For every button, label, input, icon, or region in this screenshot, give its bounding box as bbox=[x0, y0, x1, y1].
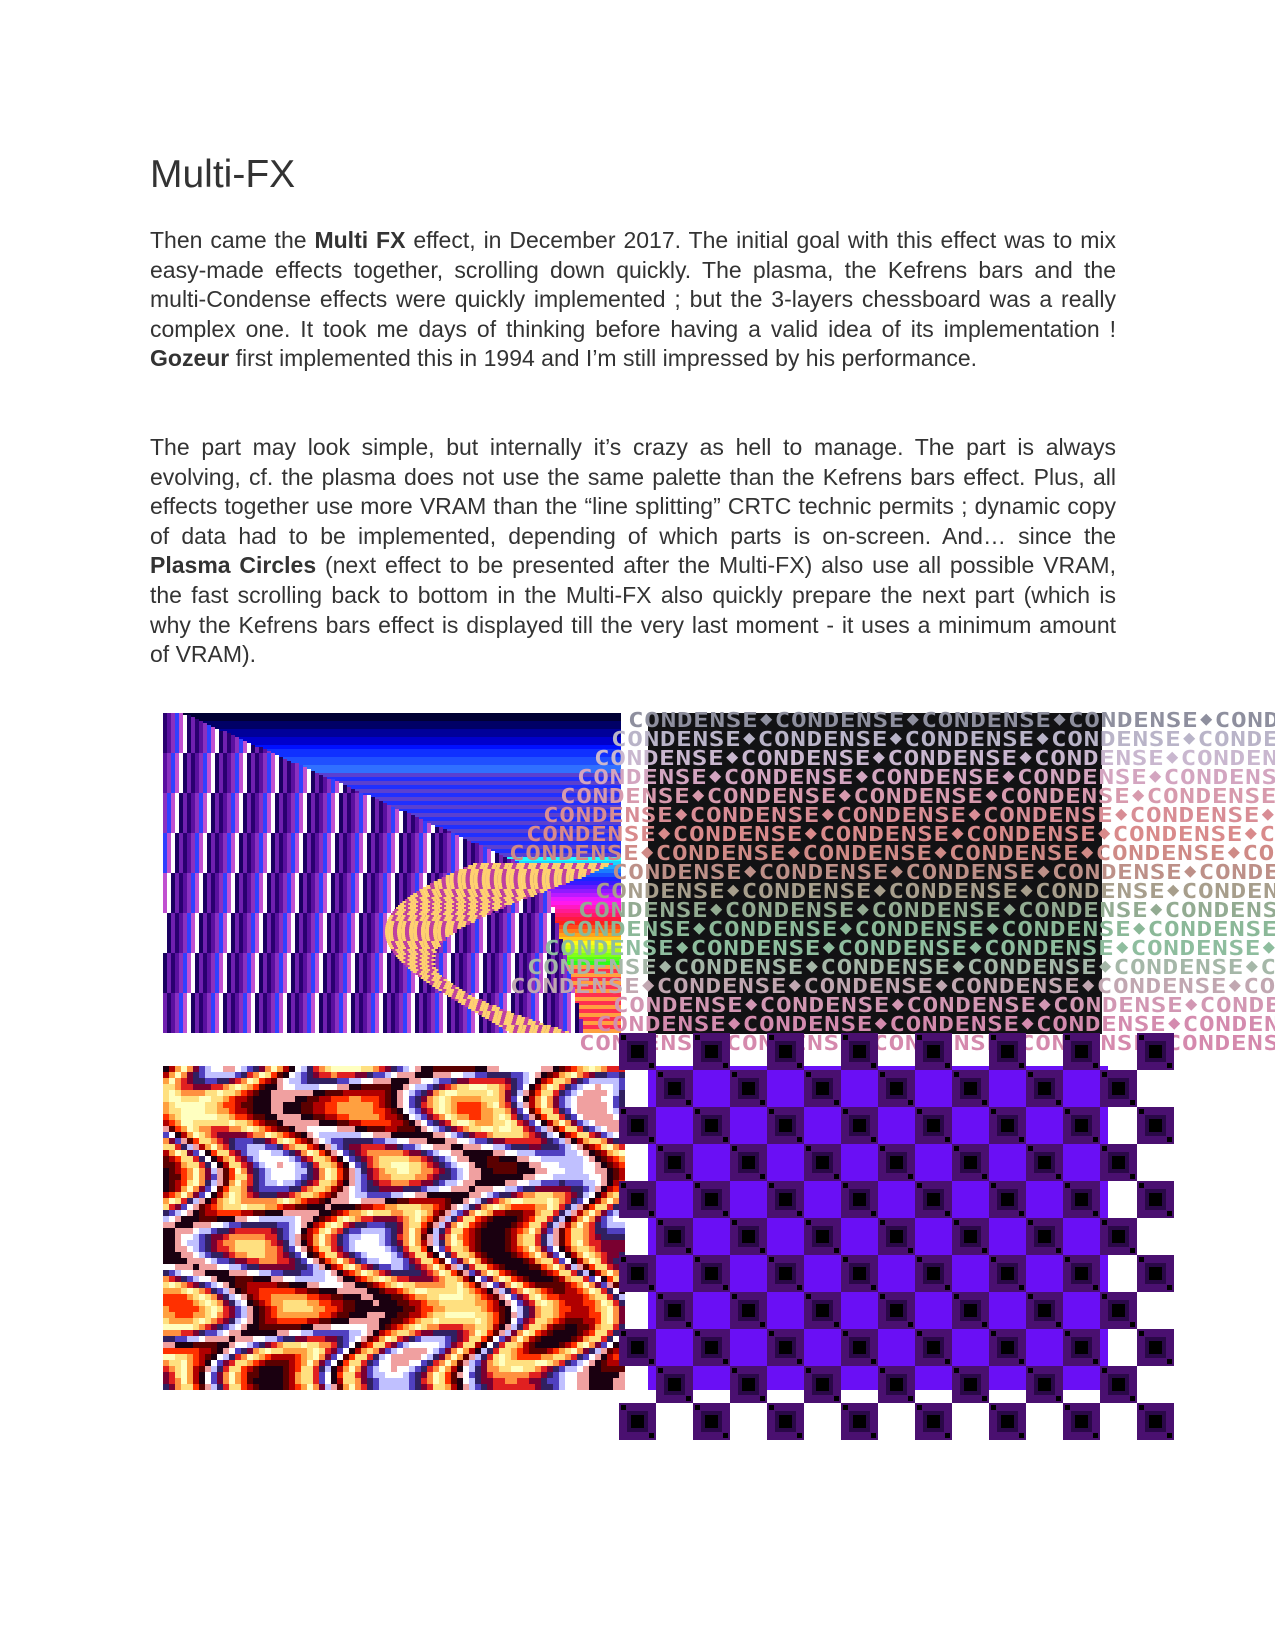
multi-condense-screenshot bbox=[509, 708, 1275, 1036]
body-paragraph-2 bbox=[150, 433, 1116, 670]
text-segment: The part may look simple, but internally it’s crazy as hell to manage. The part is always evolving, cf. the plasma does not use the same palette than the Kefrens bars effect. Plus, all effects together use more VRAM than the “line splitting” CRTC technic permits ; dynamic copy of data had to be implemented, depending of which parts is on-screen. And… since the bbox=[150, 434, 1116, 549]
bold-text: Gozeur bbox=[150, 345, 230, 372]
text-segment: (next effect to be presented after the Multi-FX) also use all possible VRAM, the fast scrolling back to bottom in the Multi-FX also quickly prepare the next part (which is why the Kefrens bars effect is displayed till the very last moment - it uses a minimum amount of VRAM). bbox=[150, 552, 1116, 668]
bold-text: Plasma Circles bbox=[150, 552, 317, 579]
chessboard-screenshot bbox=[648, 1066, 1108, 1390]
text-segment: first implemented this in 1994 and I’m still impressed by his performance. bbox=[229, 345, 978, 372]
text-segment: Then came the bbox=[150, 227, 315, 253]
plasma-screenshot bbox=[163, 1066, 625, 1390]
body-paragraph-1 bbox=[150, 226, 1116, 374]
bold-text: Multi FX bbox=[314, 227, 406, 253]
page-title: Multi-FX bbox=[150, 153, 296, 196]
text-segment: effect, in December 2017. The initial goal with this effect was to mix easy-made effects together, scrolling down quickly. The plasma, the Kefrens bars and the multi-Condense effects were quickly implemented ; but the 3-layers chessboard was a really complex one. It took me days of thinking before having a valid idea of its implementation ! bbox=[150, 227, 1116, 342]
